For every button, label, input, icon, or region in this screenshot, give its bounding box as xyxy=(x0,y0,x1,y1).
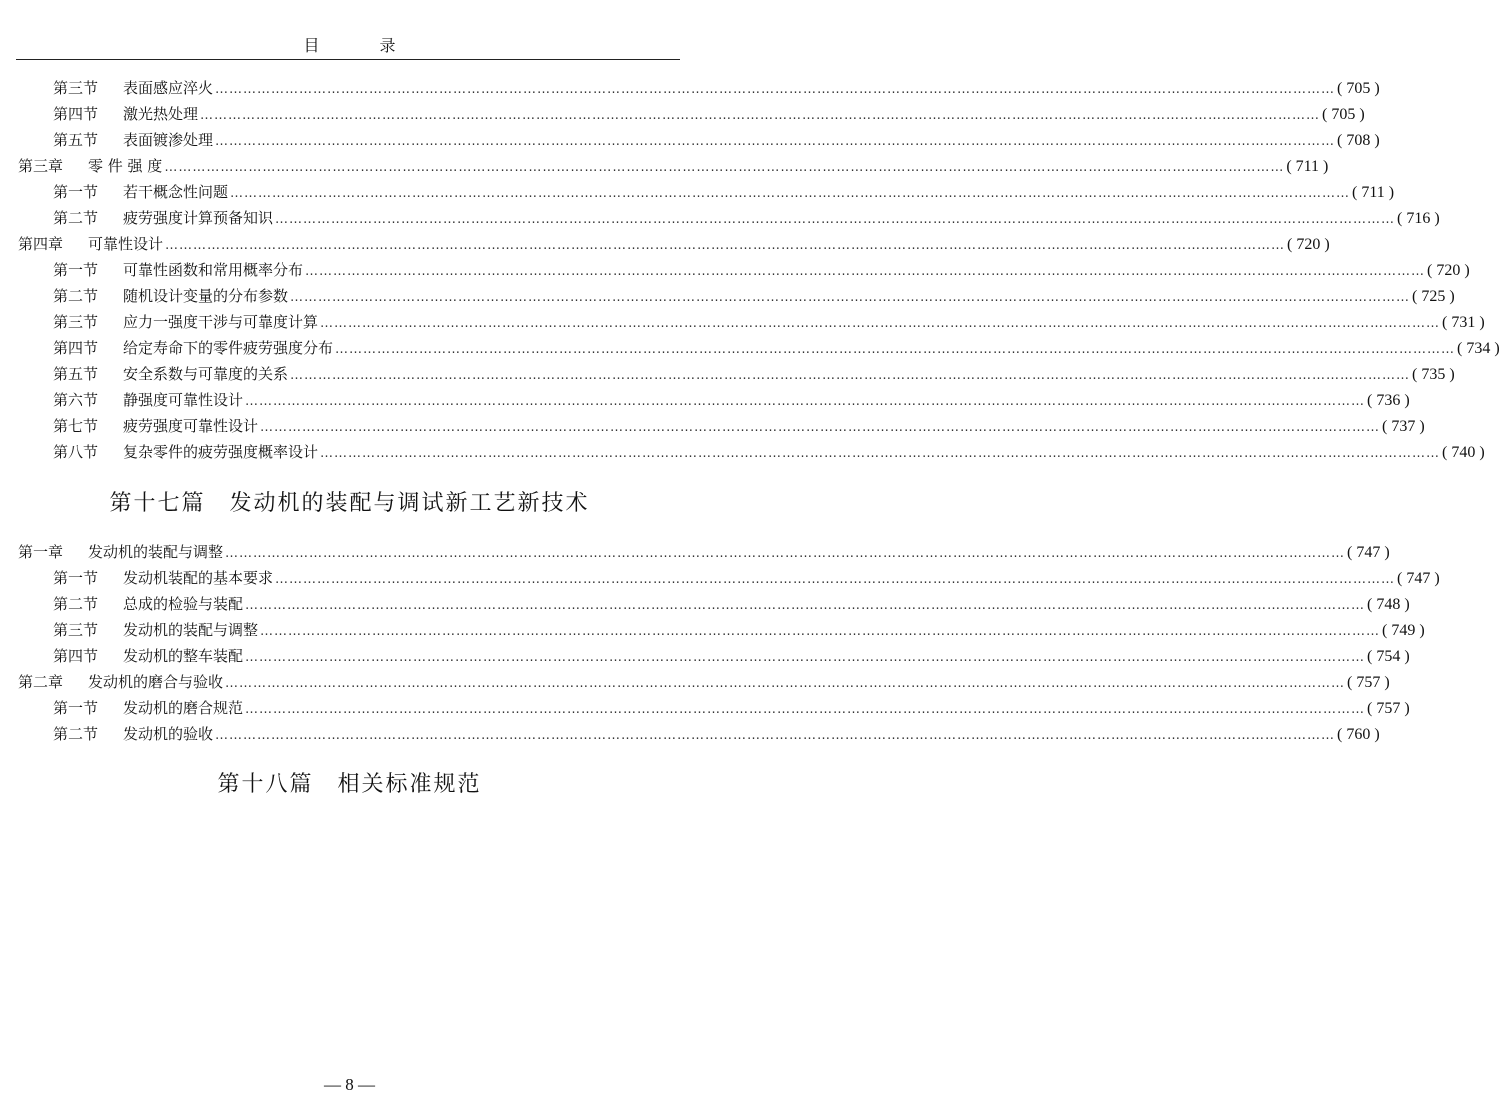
toc-entry-title: 发动机的验收 xyxy=(123,725,214,743)
toc-entry-page: ( 731 ) xyxy=(1442,314,1485,331)
dot-leader: …………………………………………………………………………………………………………………………………………………………………………………………………………………… xyxy=(165,238,1286,253)
toc-entry-number: 第三节 xyxy=(53,79,99,97)
toc-entry-number: 第二节 xyxy=(53,209,99,227)
dot-leader: …………………………………………………………………………………………………………………………………………………………………………………………………………………… xyxy=(260,420,1381,435)
toc-entry-title: 可靠性函数和常用概率分布 xyxy=(123,261,304,279)
toc-entry-number: 第五节 xyxy=(53,131,99,149)
toc-entry-title: 发动机的整车装配 xyxy=(123,647,244,665)
toc-entry-number: 第一节 xyxy=(53,569,99,587)
toc-section-entry[interactable] xyxy=(18,721,1380,747)
dot-leader: …………………………………………………………………………………………………………………………………………………………………………………………………………………… xyxy=(225,676,1346,691)
toc-entry-page: ( 705 ) xyxy=(1337,80,1380,97)
page-number: — 8 — xyxy=(324,1075,375,1094)
toc-entry-title: 发动机的磨合与验收 xyxy=(88,673,224,691)
toc-block-2 xyxy=(18,539,1440,747)
toc-section-entry[interactable] xyxy=(18,127,1380,153)
toc-entry-number: 第三节 xyxy=(53,313,99,331)
toc-chapter-entry[interactable] xyxy=(18,669,1390,695)
dot-leader: …………………………………………………………………………………………………………………………………………………………………………………………………………………… xyxy=(200,108,1321,123)
toc-section-entry[interactable] xyxy=(18,309,1485,335)
dot-leader: …………………………………………………………………………………………………………………………………………………………………………………………………………………… xyxy=(320,446,1441,461)
toc-entry-page: ( 716 ) xyxy=(1397,210,1440,227)
toc-entry-title: 总成的检验与装配 xyxy=(123,595,244,613)
toc-entry-number: 第二节 xyxy=(53,595,99,613)
toc-entry-number: 第一节 xyxy=(53,261,99,279)
toc-entry-title: 静强度可靠性设计 xyxy=(123,391,244,409)
toc-entry-page: ( 757 ) xyxy=(1367,700,1410,717)
toc-section-entry[interactable] xyxy=(18,205,1440,231)
dot-leader: …………………………………………………………………………………………………………………………………………………………………………………………………………………… xyxy=(320,316,1441,331)
toc-entry-number: 第八节 xyxy=(53,443,99,461)
toc-entry-title: 若干概念性问题 xyxy=(123,183,229,201)
toc-section-entry[interactable] xyxy=(18,591,1410,617)
toc-entry-number: 第四节 xyxy=(53,647,99,665)
dot-leader: …………………………………………………………………………………………………………………………………………………………………………………………………………………… xyxy=(245,702,1366,717)
dot-leader: …………………………………………………………………………………………………………………………………………………………………………………………………………………… xyxy=(215,728,1336,743)
dot-leader: …………………………………………………………………………………………………………………………………………………………………………………………………………………… xyxy=(215,82,1336,97)
toc-entry-page: ( 711 ) xyxy=(1286,158,1329,175)
toc-entry-title: 激光热处理 xyxy=(123,105,199,123)
dot-leader: …………………………………………………………………………………………………………………………………………………………………………………………………………………… xyxy=(260,624,1381,639)
toc-entry-page: ( 748 ) xyxy=(1367,596,1410,613)
toc-entry-page: ( 747 ) xyxy=(1397,570,1440,587)
toc-entry-title: 表面感应淬火 xyxy=(123,79,214,97)
toc-entry-number: 第二节 xyxy=(53,725,99,743)
toc-entry-page: ( 747 ) xyxy=(1347,544,1390,561)
toc-entry-page: ( 757 ) xyxy=(1347,674,1390,691)
toc-entry-page: ( 720 ) xyxy=(1287,236,1330,253)
toc-entry-title: 表面镀渗处理 xyxy=(123,131,214,149)
toc-entry-page: ( 720 ) xyxy=(1427,262,1470,279)
toc-entry-page: ( 754 ) xyxy=(1367,648,1410,665)
toc-entry-page: ( 725 ) xyxy=(1412,288,1455,305)
toc-section-entry[interactable] xyxy=(18,283,1455,309)
dot-leader: …………………………………………………………………………………………………………………………………………………………………………………………………………………… xyxy=(305,264,1426,279)
toc-entry-number: 第三章 xyxy=(18,157,64,175)
toc-entry-page: ( 734 ) xyxy=(1457,340,1500,357)
part-title-18: 第十八篇 相关标准规范 xyxy=(217,772,482,797)
toc-section-entry[interactable] xyxy=(18,413,1425,439)
toc-entry-page: ( 711 ) xyxy=(1352,184,1395,201)
toc-entry-number: 第二章 xyxy=(18,673,64,691)
dot-leader: …………………………………………………………………………………………………………………………………………………………………………………………………………………… xyxy=(275,212,1396,227)
toc-entry-number: 第五节 xyxy=(53,365,99,383)
toc-entry-page: ( 735 ) xyxy=(1412,366,1455,383)
toc-entry-number: 第一节 xyxy=(53,699,99,717)
dot-leader: …………………………………………………………………………………………………………………………………………………………………………………………………………………… xyxy=(290,290,1411,305)
toc-entry-title: 零 件 强 度 xyxy=(88,157,163,175)
toc-section-entry[interactable] xyxy=(18,617,1425,643)
toc-entry-number: 第二节 xyxy=(53,287,99,305)
toc-section-entry[interactable] xyxy=(18,361,1455,387)
toc-entry-title: 发动机的装配与调整 xyxy=(123,621,259,639)
toc-section-entry[interactable] xyxy=(18,179,1395,205)
dot-leader: …………………………………………………………………………………………………………………………………………………………………………………………………………………… xyxy=(245,650,1366,665)
toc-entry-number: 第四节 xyxy=(53,339,99,357)
toc-entry-title: 可靠性设计 xyxy=(88,235,164,253)
toc-entry-number: 第三节 xyxy=(53,621,99,639)
toc-section-entry[interactable] xyxy=(18,101,1365,127)
toc-chapter-entry[interactable] xyxy=(18,539,1390,565)
toc-entry-page: ( 740 ) xyxy=(1442,444,1485,461)
toc-entry-title: 应力一强度干涉与可靠度计算 xyxy=(123,313,319,331)
toc-chapter-entry[interactable] xyxy=(18,153,1329,179)
dot-leader: …………………………………………………………………………………………………………………………………………………………………………………………………………………… xyxy=(230,186,1351,201)
toc-section-entry[interactable] xyxy=(18,643,1410,669)
toc-entry-title: 给定寿命下的零件疲劳强度分布 xyxy=(123,339,334,357)
toc-entry-page: ( 760 ) xyxy=(1337,726,1380,743)
toc-entry-number: 第六节 xyxy=(53,391,99,409)
toc-entry-title: 安全系数与可靠度的关系 xyxy=(123,365,289,383)
part-title-17: 第十七篇 发动机的装配与调试新工艺新技术 xyxy=(109,491,590,516)
dot-leader: …………………………………………………………………………………………………………………………………………………………………………………………………………………… xyxy=(335,342,1456,357)
toc-entry-number: 第七节 xyxy=(53,417,99,435)
toc-section-entry[interactable] xyxy=(18,695,1410,721)
toc-entry-title: 疲劳强度可靠性设计 xyxy=(123,417,259,435)
toc-entry-page: ( 749 ) xyxy=(1382,622,1425,639)
toc-entry-number: 第四章 xyxy=(18,235,64,253)
toc-entry-title: 发动机装配的基本要求 xyxy=(123,569,274,587)
dot-leader: …………………………………………………………………………………………………………………………………………………………………………………………………………………… xyxy=(164,160,1285,175)
toc-section-entry[interactable] xyxy=(18,257,1470,283)
running-header: 目 录 xyxy=(303,36,418,55)
toc-entry-page: ( 736 ) xyxy=(1367,392,1410,409)
toc-block-1 xyxy=(18,75,1500,465)
toc-entry-title: 疲劳强度计算预备知识 xyxy=(123,209,274,227)
dot-leader: …………………………………………………………………………………………………………………………………………………………………………………………………………………… xyxy=(245,394,1366,409)
toc-section-entry[interactable] xyxy=(18,75,1380,101)
toc-entry-number: 第四节 xyxy=(53,105,99,123)
toc-entry-title: 随机设计变量的分布参数 xyxy=(123,287,289,305)
toc-entry-title: 发动机的装配与调整 xyxy=(88,543,224,561)
toc-section-entry[interactable] xyxy=(18,439,1485,465)
toc-entry-page: ( 708 ) xyxy=(1337,132,1380,149)
toc-entry-number: 第一章 xyxy=(18,543,64,561)
toc-section-entry[interactable] xyxy=(18,335,1500,361)
toc-section-entry[interactable] xyxy=(18,387,1410,413)
toc-chapter-entry[interactable] xyxy=(18,231,1330,257)
toc-entry-page: ( 737 ) xyxy=(1382,418,1425,435)
toc-entry-page: ( 705 ) xyxy=(1322,106,1365,123)
toc-entry-title: 发动机的磨合规范 xyxy=(123,699,244,717)
dot-leader: …………………………………………………………………………………………………………………………………………………………………………………………………………………… xyxy=(215,134,1336,149)
toc-section-entry[interactable] xyxy=(18,565,1440,591)
dot-leader: …………………………………………………………………………………………………………………………………………………………………………………………………………………… xyxy=(290,368,1411,383)
dot-leader: …………………………………………………………………………………………………………………………………………………………………………………………………………………… xyxy=(245,598,1366,613)
toc-entry-title: 复杂零件的疲劳强度概率设计 xyxy=(123,443,319,461)
header-rule xyxy=(16,59,680,60)
dot-leader: …………………………………………………………………………………………………………………………………………………………………………………………………………………… xyxy=(275,572,1396,587)
dot-leader: …………………………………………………………………………………………………………………………………………………………………………………………………………………… xyxy=(225,546,1346,561)
toc-entry-number: 第一节 xyxy=(53,183,99,201)
